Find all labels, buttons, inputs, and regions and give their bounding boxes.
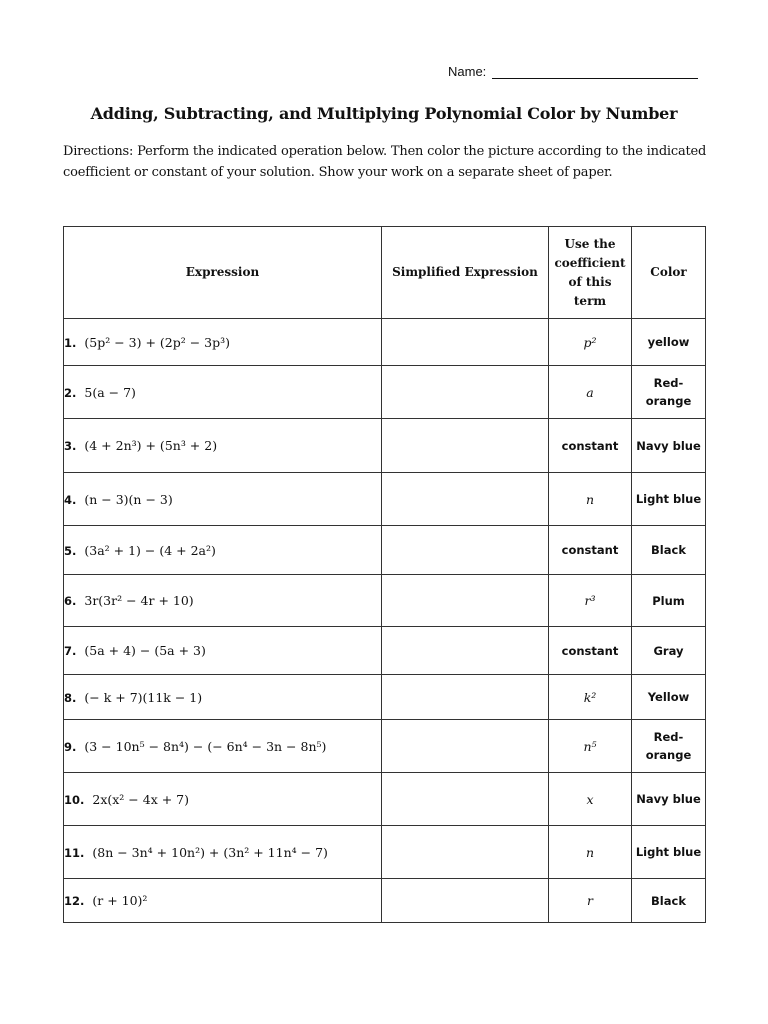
expression-text: (5p² − 3) + (2p² − 3p³) (84, 334, 230, 350)
coefficient-term-cell: x (549, 773, 632, 826)
expression-cell (64, 575, 382, 627)
simplified-answer-cell[interactable] (382, 879, 549, 923)
problem-number: 9. (64, 739, 77, 754)
expression-text: (4 + 2n³) + (5n³ + 2) (84, 438, 218, 453)
expression-text: (8n − 3n⁴ + 10n²) + (3n² + 11n⁴ − 7) (92, 844, 328, 860)
expression-text: 5(a − 7) (84, 384, 136, 400)
expression-text: (− k + 7)(11k − 1) (84, 689, 203, 705)
coefficient-term-cell: n (549, 826, 632, 879)
expression-cell (64, 526, 382, 575)
name-blank-line[interactable] (492, 66, 698, 79)
problem-number: 10. (64, 792, 85, 807)
expression-cell (64, 627, 382, 675)
expression-text: 3r(3r² − 4r + 10) (84, 593, 194, 608)
color-cell: Yellow (632, 675, 706, 720)
header-coefficient: Use the coefficient of this term (549, 227, 632, 319)
expression-cell (64, 419, 382, 473)
table-row (64, 627, 706, 675)
header-simplified: Simplified Expression (382, 227, 549, 319)
expression-cell (64, 366, 382, 419)
color-cell: Red-orange (632, 720, 706, 773)
color-cell: Black (632, 879, 706, 923)
expression-cell (64, 826, 382, 879)
color-cell: Plum (632, 575, 706, 627)
coefficient-term-cell: n⁵ (549, 720, 632, 773)
expression-cell (64, 773, 382, 826)
coefficient-term-cell: k² (549, 675, 632, 720)
problem-number: 12. (64, 894, 85, 908)
coefficient-term-cell: constant (549, 526, 632, 575)
problem-number: 2. (64, 385, 77, 400)
table-row (64, 826, 706, 879)
color-cell: Black (632, 526, 706, 575)
expression-cell (64, 879, 382, 923)
color-cell: yellow (632, 319, 706, 366)
name-field[interactable] (448, 64, 698, 79)
simplified-answer-cell[interactable] (382, 319, 549, 366)
expression-text: (5a + 4) − (5a + 3) (84, 643, 206, 658)
table-row (64, 879, 706, 923)
header-expression: Expression (64, 227, 382, 319)
coefficient-term-cell: n (549, 473, 632, 526)
coefficient-term-cell: r (549, 879, 632, 923)
color-cell: Red-orange (632, 366, 706, 419)
color-cell: Light blue (632, 826, 706, 879)
table-row (64, 319, 706, 366)
expression-cell (64, 720, 382, 773)
table-row (64, 575, 706, 627)
simplified-answer-cell[interactable] (382, 720, 549, 773)
simplified-answer-cell[interactable] (382, 826, 549, 879)
simplified-answer-cell[interactable] (382, 627, 549, 675)
header-color: Color (632, 227, 706, 319)
directions-text: Directions: Perform the indicated operation below. Then color the picture according to the indicated coefficient or constant of your solution. Show your work on a separate sheet of paper. (63, 144, 707, 180)
expression-text: (3a² + 1) − (4 + 2a²) (84, 542, 216, 558)
table-row (64, 675, 706, 720)
problem-number: 4. (64, 492, 77, 507)
simplified-answer-cell[interactable] (382, 526, 549, 575)
problem-number: 11. (64, 845, 85, 860)
simplified-answer-cell[interactable] (382, 575, 549, 627)
expression-text: 2x(x² − 4x + 7) (92, 791, 189, 807)
expression-cell (64, 319, 382, 366)
problem-number: 8. (64, 690, 77, 705)
expression-text: (3 − 10n⁵ − 8n⁴) − (− 6n⁴ − 3n − 8n⁵) (84, 738, 327, 754)
expression-cell (64, 675, 382, 720)
simplified-answer-cell[interactable] (382, 419, 549, 473)
color-cell: Navy blue (632, 773, 706, 826)
coefficient-term-cell: a (549, 366, 632, 419)
color-cell: Gray (632, 627, 706, 675)
simplified-answer-cell[interactable] (382, 675, 549, 720)
simplified-answer-cell[interactable] (382, 773, 549, 826)
expression-cell (64, 473, 382, 526)
table-row (64, 526, 706, 575)
page-title: Adding, Subtracting, and Multiplying Polynomial Color by Number (90, 104, 678, 123)
table-row (64, 366, 706, 419)
color-cell: Navy blue (632, 419, 706, 473)
problem-number: 5. (64, 543, 77, 558)
simplified-answer-cell[interactable] (382, 366, 549, 419)
simplified-answer-cell[interactable] (382, 473, 549, 526)
coefficient-term-cell: constant (549, 419, 632, 473)
expression-text: (n − 3)(n − 3) (84, 491, 173, 507)
table-header-row (64, 227, 706, 319)
coefficient-term-cell: constant (549, 627, 632, 675)
name-label: Name: (448, 64, 487, 79)
worksheet-table (63, 226, 706, 923)
problem-number: 6. (64, 594, 77, 608)
color-cell: Light blue (632, 473, 706, 526)
table-row (64, 773, 706, 826)
problem-number: 1. (64, 335, 77, 350)
coefficient-term-cell: p² (549, 319, 632, 366)
problem-number: 7. (64, 644, 77, 658)
problem-number: 3. (64, 439, 77, 453)
expression-text: (r + 10)² (92, 893, 148, 908)
table-row (64, 720, 706, 773)
coefficient-term-cell: r³ (549, 575, 632, 627)
table-row (64, 419, 706, 473)
table-row (64, 473, 706, 526)
